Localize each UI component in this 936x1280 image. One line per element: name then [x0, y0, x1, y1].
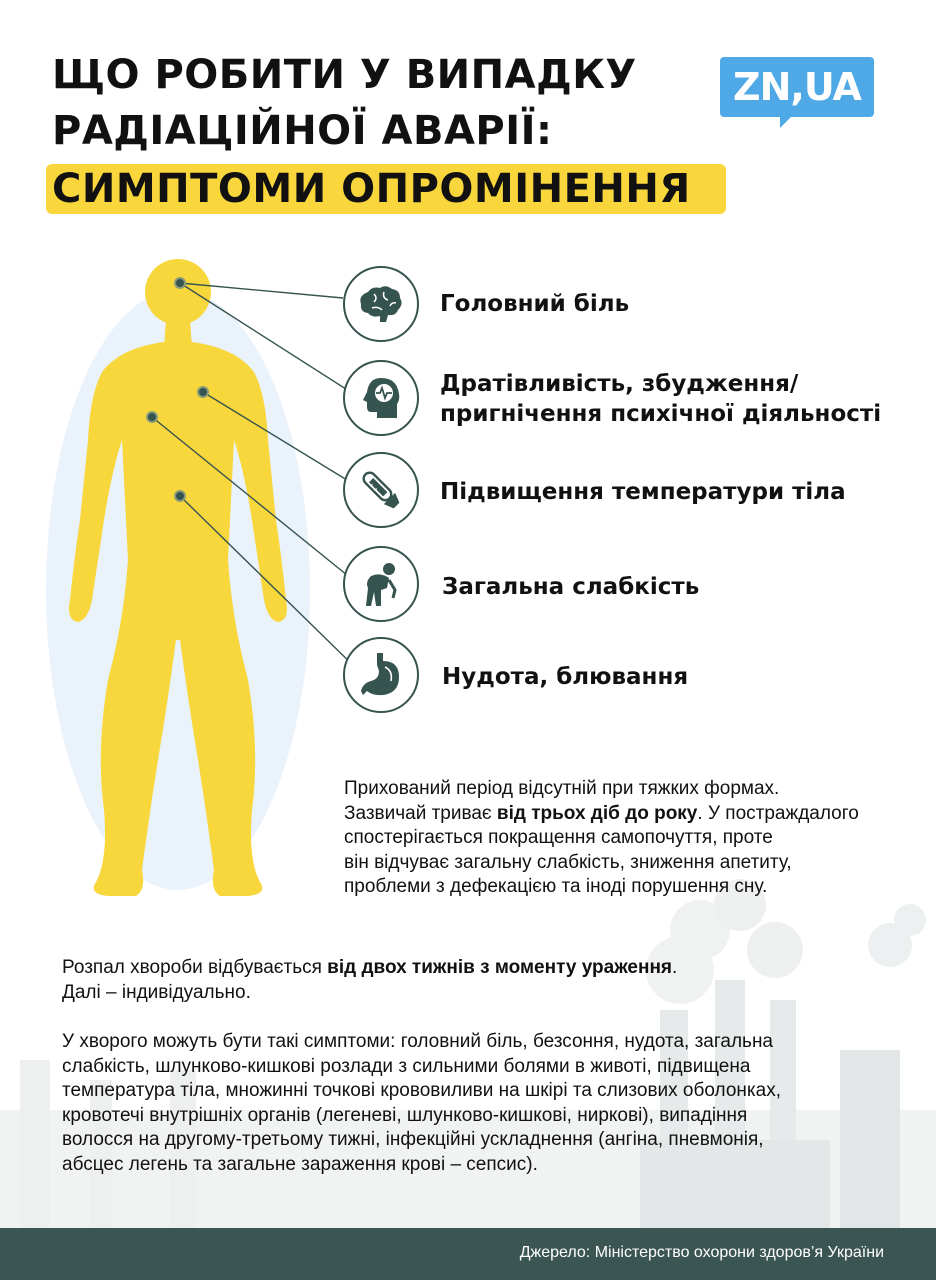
- symptom-irritability-line1: Дратівливість, збудження/: [440, 371, 799, 397]
- stomach-icon: [343, 637, 419, 713]
- detail-line-5: волосся на другому-третьому тижні, інфекційні ускладнення (ангіна, пневмонія,: [62, 1129, 764, 1150]
- symptoms-detail-paragraph: [62, 1030, 781, 1177]
- latent-line-2: Зазвичай триває від трьох діб до року. У постраждалого: [344, 802, 859, 824]
- onset-timing-bold: від двох тижнів з моменту ураження: [327, 957, 673, 978]
- thermometer-icon: [343, 452, 419, 528]
- latent-line-1: Прихований період відсутній при тяжких формах.: [344, 778, 780, 799]
- title-line-2: РАДІАЦІЙНОЇ АВАРІЇ:: [52, 108, 553, 154]
- title-line-1: ЩО РОБИТИ У ВИПАДКУ: [52, 52, 637, 98]
- onset-paragraph: [62, 956, 677, 1005]
- detail-line-3: температура тіла, множинні точкові крововиливи на шкірі та слизових оболонках,: [62, 1080, 781, 1101]
- latent-line-3: спостерігається покращення самопочуття, проте: [344, 827, 773, 848]
- logo-speech-tail: [780, 114, 794, 128]
- onset-line-1: Розпал хвороби відбувається від двох тижнів з моменту ураження.: [62, 957, 678, 978]
- latent-duration-bold: від трьох діб до року: [496, 802, 698, 824]
- symptom-weakness: Загальна слабкість: [442, 574, 700, 600]
- symptom-irritability-line2: пригнічення психічної діяльності: [440, 401, 882, 427]
- detail-line-6: абсцес легень та загальне зараження крові – сепсис).: [62, 1153, 538, 1175]
- source-credit: Джерело: Міністерство охорони здоров’я України: [519, 1244, 884, 1261]
- latent-line-5: проблеми з дефекацією та іноді порушення сну.: [344, 876, 768, 897]
- footer-bar: [0, 1228, 936, 1280]
- symptom-fever: Підвищення температури тіла: [440, 479, 846, 505]
- zn-ua-logo[interactable]: ZN,UA: [720, 57, 874, 117]
- detail-line-1: У хворого можуть бути такі симптоми: головний біль, безсоння, нудота, загальна: [62, 1031, 773, 1052]
- brain-icon: [343, 266, 419, 342]
- latent-line-4: він відчуває загальну слабкість, зниження апетиту,: [344, 851, 792, 873]
- symptom-headache: Головний біль: [440, 291, 630, 317]
- onset-line-2: Далі – індивідуально.: [62, 981, 251, 1003]
- title-line-3: СИМПТОМИ ОПРОМІНЕННЯ: [52, 166, 691, 212]
- detail-line-2: слабкість, шлунково-кишкові розлади з сильними болями в животі, підвищена: [62, 1055, 751, 1077]
- weak-person-icon: [343, 546, 419, 622]
- latent-period-paragraph: [344, 777, 859, 900]
- symptom-nausea: Нудота, блювання: [442, 664, 689, 690]
- detail-line-4: кровотечі внутрішніх органів (легеневі, шлунково-кишкові, ниркові), випадіння: [62, 1104, 748, 1126]
- head-thought-icon: [343, 360, 419, 436]
